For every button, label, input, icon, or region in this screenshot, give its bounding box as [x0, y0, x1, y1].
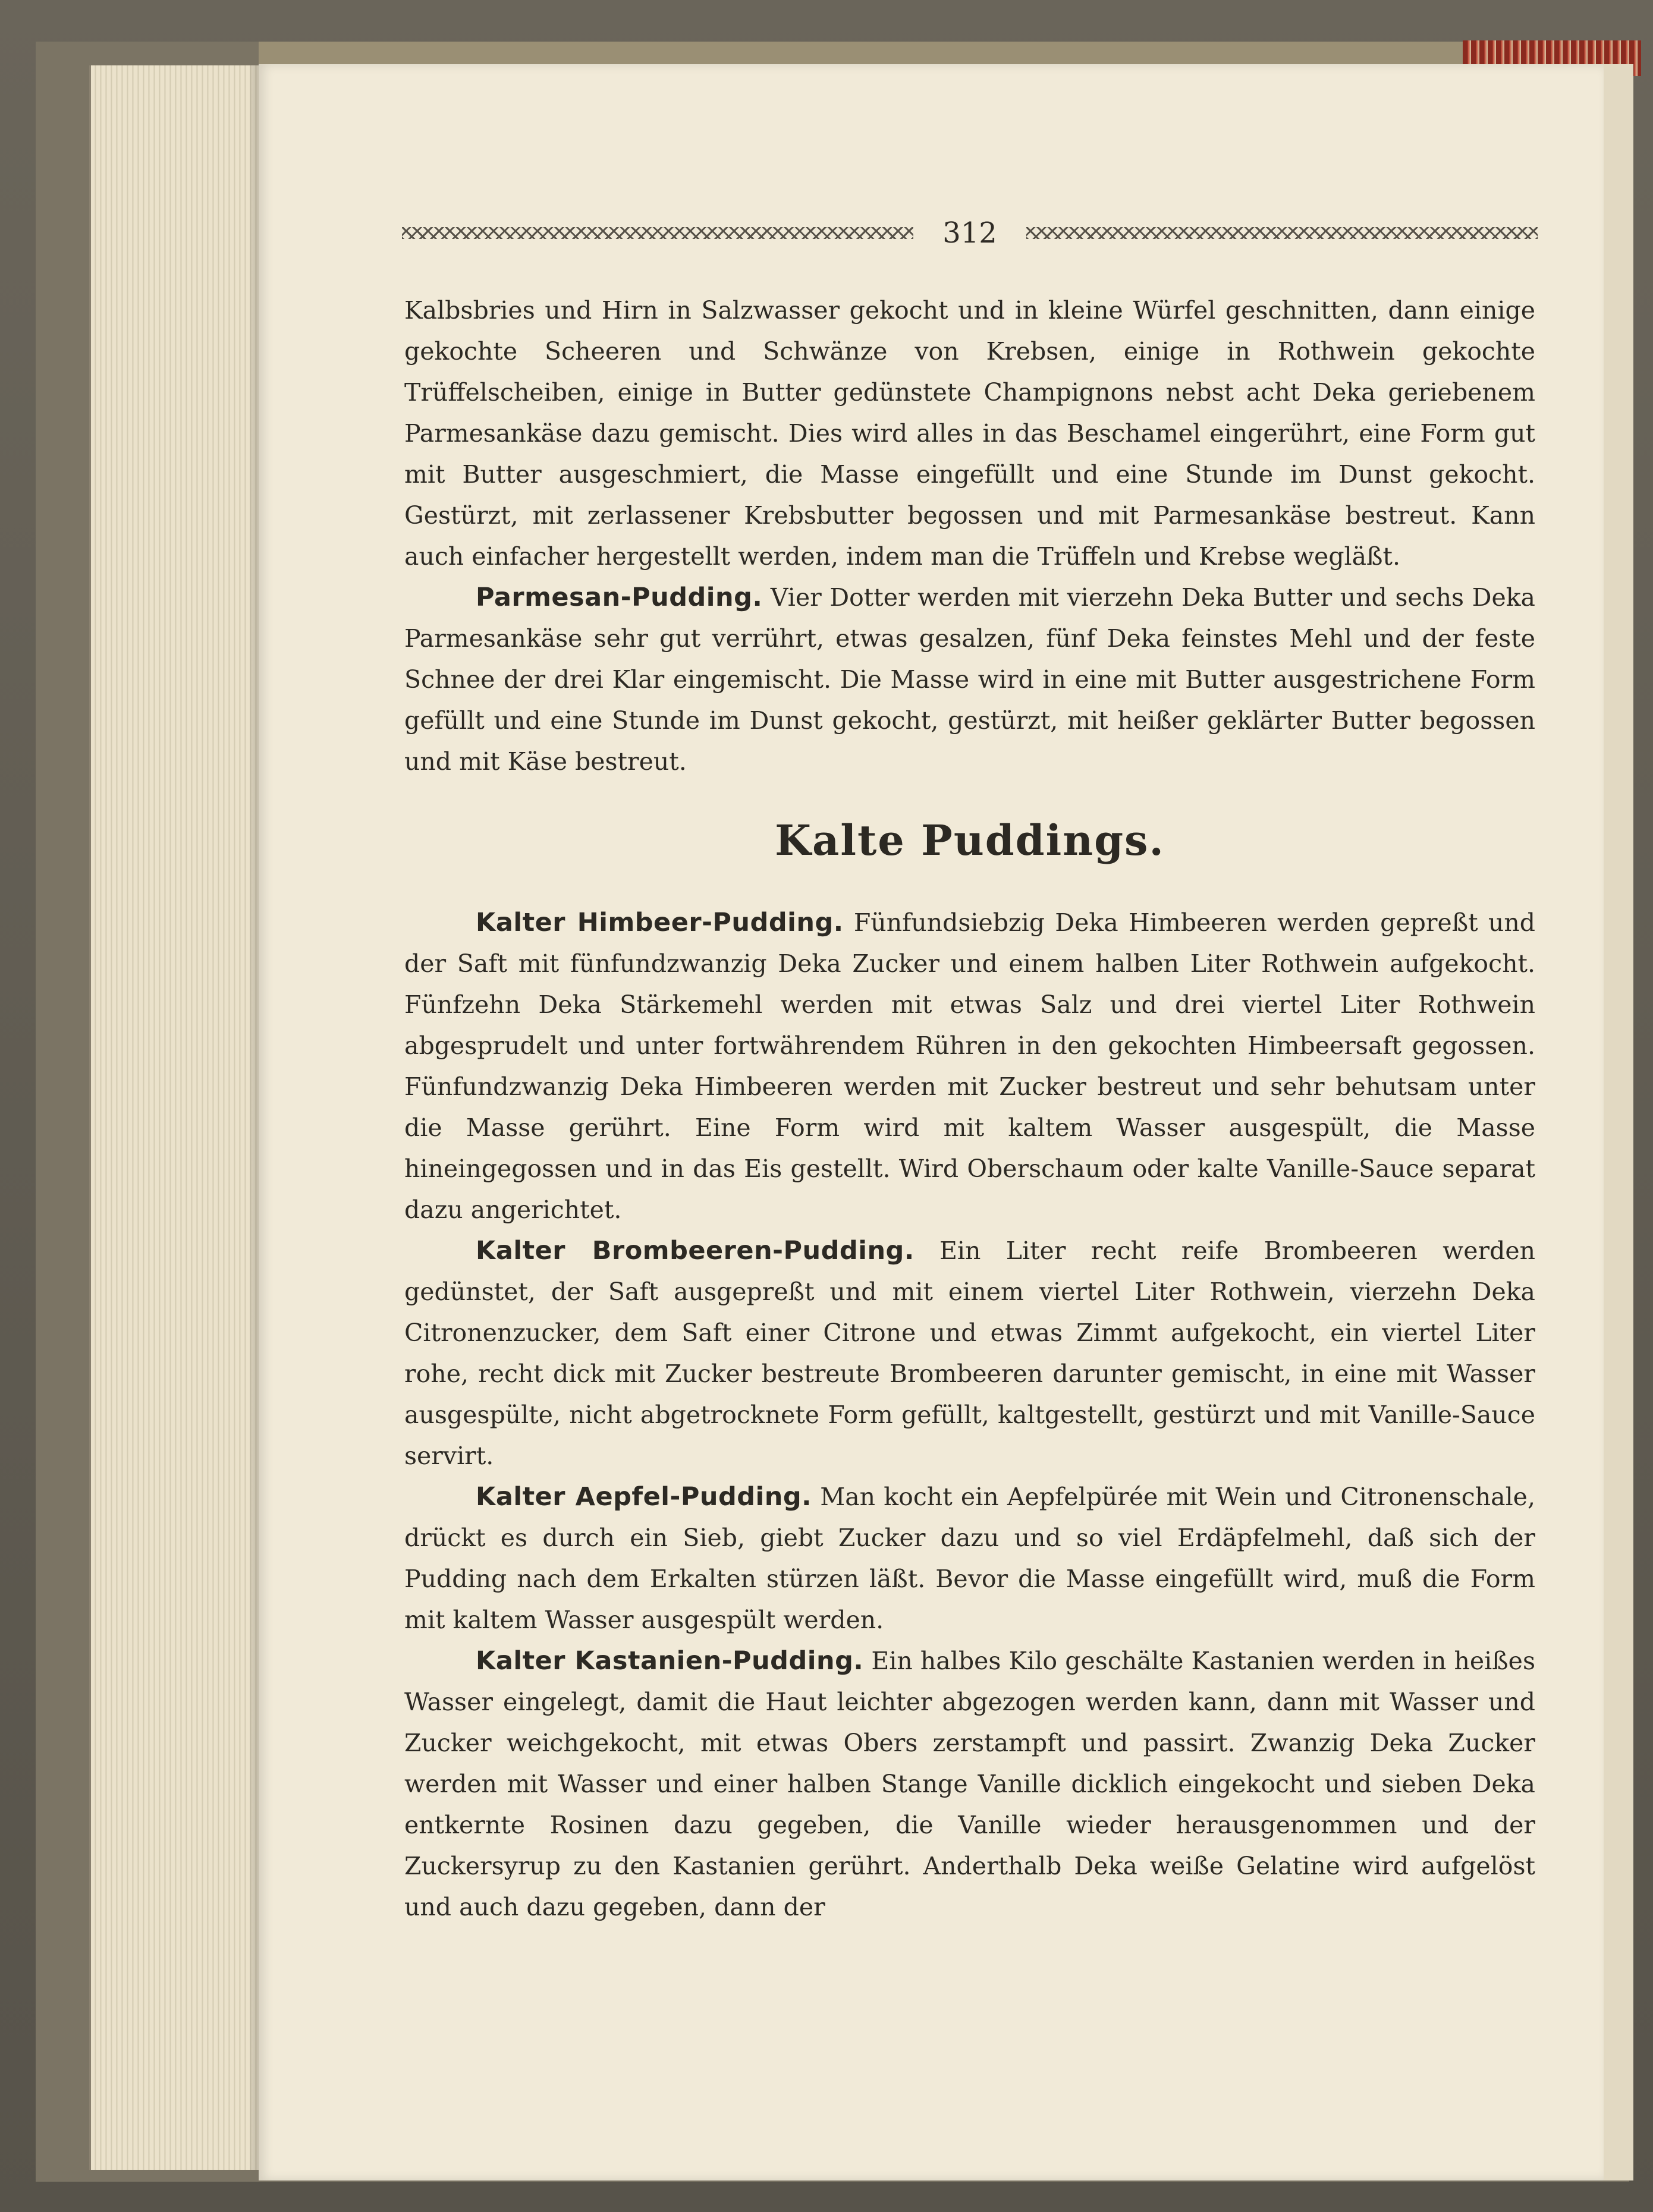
recipe-kastanien-pudding — [404, 1641, 1535, 1928]
recipe-heading: Kalter Himbeer-Pudding. — [476, 908, 844, 937]
recipe-heading: Kalter Brombeeren-Pudding. — [476, 1236, 915, 1266]
page-header — [402, 215, 1538, 251]
recipe-brombeeren-pudding — [404, 1231, 1535, 1477]
top-rim — [259, 42, 1626, 65]
page-number: 312 — [942, 216, 997, 250]
right-page-edge — [1604, 64, 1633, 2180]
section-title: Kalte Puddings. — [775, 816, 1165, 865]
recipe-text: Fünfundsiebzig Deka Himbeeren werden gepreßt und der Saft mit fünfundzwanzig Deka Zucker und einem halben Liter Rothwein aufgekocht. Fünfzehn Deka Stärkemehl werden mit etwas Salz und drei viertel Liter Rothwein abgesprudelt und unter fortwährendem Rühren in den gekochten Himbeersaft gegossen. Fünfundzwanzig Deka Himbeeren werden mit Zucker bestreut und sehr behutsam unter die Masse gerührt. Eine Form wird mit kaltem Wasser ausgespült, die Masse hineingegossen und in das Eis gestellt. Wird Oberschaum oder kalte Vanille-Sauce separat dazu angerichtet. — [404, 908, 1535, 1224]
recipe-himbeer-pudding — [404, 902, 1535, 1231]
recipe-text: Man kocht ein Aepfelpürée mit Wein und Citronenschale, drückt es durch ein Sieb, giebt Zucker dazu und so viel Erdäpfelmehl, daß sich der Pudding nach dem Erkalten stürzen läßt. Bevor die Masse eingefüllt wird, muß die Form mit kaltem Wasser ausgespült werden. — [404, 1483, 1535, 1634]
recipe-text: Ein halbes Kilo geschälte Kastanien werden in heißes Wasser eingelegt, damit die Haut leichter abgezogen werden kann, dann mit Wasser und Zucker weichgekocht, mit etwas Obers zerstampft und passirt. Zwanzig Deka Zucker werden mit Wasser und einer halben Stange Vanille dicklich eingekocht und sieben Deka entkernte Rosinen dazu gegeben, die Vanille wieder herausgenommen und der Zuckersyrup zu den Kastanien gerührt. Anderthalb Deka weiße Gelatine wird aufgelöst und auch dazu gegeben, dann der — [404, 1647, 1535, 1921]
page-stack-edge — [89, 65, 260, 2170]
ornament-right — [1026, 227, 1538, 239]
recipe-heading: Parmesan-Pudding. — [476, 583, 763, 612]
page-text — [404, 290, 1535, 1928]
recipe-heading: Kalter Aepfel-Pudding. — [476, 1482, 812, 1512]
recipe-text: Ein Liter recht reife Brombeeren werden gedünstet, der Saft ausgepreßt und mit einem viertel Liter Rothwein, vierzehn Deka Citronenzucker, dem Saft einer Citrone und etwas Zimmt aufgekocht, ein viertel Liter rohe, recht dick mit Zucker bestreute Brombeeren darunter gemischt, in eine mit Wasser ausgespülte, nicht abgetrocknete Form gefüllt, kaltgestellt, gestürzt und mit Vanille-Sauce servirt. — [404, 1236, 1535, 1470]
recipe-parmesan-pudding — [404, 577, 1535, 782]
recipe-text: Vier Dotter werden mit vierzehn Deka Butter und sechs Deka Parmesankäse sehr gut verrührt, etwas gesalzen, fünf Deka feinstes Mehl und der feste Schnee der drei Klar eingemischt. Die Masse wird in eine mit Butter ausgestrichene Form gefüllt und eine Stunde im Dunst gekocht, gestürzt, mit heißer geklärter Butter begossen und mit Käse bestreut. — [404, 583, 1535, 776]
recipe-heading: Kalter Kastanien-Pudding. — [476, 1646, 864, 1676]
intro-paragraph: Kalbsbries und Hirn in Salzwasser gekocht und in kleine Würfel geschnitten, dann einige gekochte Scheeren und Schwänze von Krebsen, einige in Rothwein gekochte Trüffelscheiben, einige in Butter gedünstete Champignons nebst acht Deka geriebenem Parmesankäse dazu gemischt. Dies wird alles in das Beschamel eingerührt, eine Form gut mit Butter ausgeschmiert, die Masse eingefüllt und eine Stunde im Dunst gekocht. Gestürzt, mit zerlassener Krebsbutter begossen und mit Parmesankäse bestreut. Kann auch einfacher hergestellt werden, indem man die Trüffeln und Krebse wegläßt. — [404, 296, 1535, 571]
ornament-left — [402, 227, 913, 239]
recipe-aepfel-pudding — [404, 1477, 1535, 1641]
